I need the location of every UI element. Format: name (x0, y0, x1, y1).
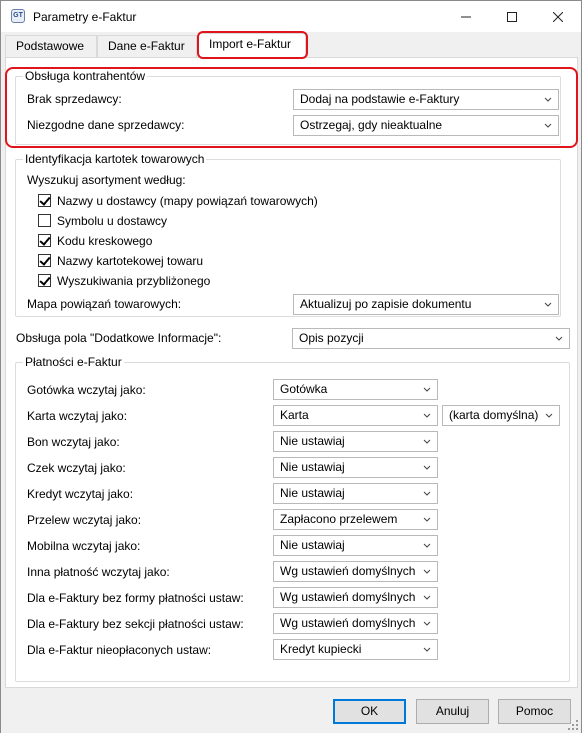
checkbox-wyszukiwania-przyblizonego[interactable] (38, 274, 51, 287)
checkbox-nazwy-kartotekowej[interactable] (38, 254, 51, 267)
karta-domyslna-select[interactable] (442, 405, 560, 426)
wyszukuj-asortyment-label: Wyszukuj asortyment według: (27, 173, 186, 187)
chevron-down-icon (423, 490, 431, 498)
platnosc-select-bez-sekcji[interactable] (273, 613, 438, 634)
platnosc-select-czek[interactable] (273, 457, 438, 478)
minimize-button[interactable] (443, 1, 489, 32)
close-button[interactable] (535, 1, 581, 32)
chevron-down-icon (423, 386, 431, 394)
select-value: Opis pozycji (299, 331, 364, 345)
dialog-footer (1, 689, 581, 733)
select-value: Zapłacono przelewem (280, 512, 398, 526)
group-platnosci-e-faktur (15, 355, 570, 682)
chevron-down-icon (544, 301, 552, 309)
platnosc-select-karta[interactable] (273, 405, 438, 426)
checkbox-label[interactable]: Symbolu u dostawcy (57, 214, 168, 228)
maximize-button[interactable] (489, 1, 535, 32)
select-value: Wg ustawień domyślnych (280, 590, 416, 604)
select-value: Kredyt kupiecki (280, 642, 362, 656)
platnosc-label-bez-formy: Dla e-Faktury bez formy płatności ustaw: (27, 591, 244, 605)
close-icon (553, 12, 563, 22)
chevron-down-icon (545, 412, 553, 420)
chevron-down-icon (423, 438, 431, 446)
platnosc-label-nieoplacone: Dla e-Faktur nieopłaconych ustaw: (27, 643, 212, 657)
app-logo-icon: GT (11, 9, 25, 23)
platnosc-label-czek: Czek wczytaj jako: (27, 461, 126, 475)
checkbox-label[interactable]: Wyszukiwania przybliżonego (57, 274, 211, 288)
niezgodne-dane-label: Niezgodne dane sprzedawcy: (27, 118, 185, 132)
chevron-down-icon (423, 568, 431, 576)
chevron-down-icon (544, 122, 552, 130)
chevron-down-icon (544, 96, 552, 104)
platnosc-label-bon: Bon wczytaj jako: (27, 435, 120, 449)
platnosc-label-przelew: Przelew wczytaj jako: (27, 513, 142, 527)
title-bar[interactable] (1, 1, 581, 32)
chevron-down-icon (423, 620, 431, 628)
checkbox-nazwy-u-dostawcy[interactable] (38, 194, 51, 207)
chevron-down-icon (423, 542, 431, 550)
platnosc-label-mobilna: Mobilna wczytaj jako: (27, 539, 141, 553)
dodatkowe-informacje-select[interactable] (292, 328, 570, 349)
tab-content-panel (5, 57, 578, 688)
chevron-down-icon (423, 516, 431, 524)
platnosc-select-przelew[interactable] (273, 509, 438, 530)
platnosc-select-mobilna[interactable] (273, 535, 438, 556)
checkbox-label[interactable]: Nazwy u dostawcy (mapy powiązań towarowych) (57, 194, 318, 208)
group-legend: Identyfikacja kartotek towarowych (25, 152, 205, 166)
select-value: Aktualizuj po zapisie dokumentu (300, 297, 472, 311)
tab-import-e-faktur[interactable]: Import e-Faktur (198, 33, 306, 58)
platnosc-select-bon[interactable] (273, 431, 438, 452)
platnosc-select-bez-formy[interactable] (273, 587, 438, 608)
cancel-button[interactable]: Anuluj (416, 699, 489, 724)
group-legend: Obsługa kontrahentów (25, 69, 146, 83)
select-value: Nie ustawiaj (280, 434, 345, 448)
chevron-down-icon (555, 335, 563, 343)
checkbox-symbolu-u-dostawcy[interactable] (38, 214, 51, 227)
select-value: Gotówka (280, 382, 328, 396)
tab-podstawowe[interactable]: Podstawowe (5, 35, 97, 57)
select-value: (karta domyślna) (449, 408, 539, 422)
niezgodne-dane-select[interactable] (293, 115, 559, 136)
platnosc-select-inna[interactable] (273, 561, 438, 582)
select-value: Wg ustawień domyślnych (280, 564, 416, 578)
group-obsluga-kontrahentow (15, 69, 561, 145)
tab-dane-e-faktur[interactable]: Dane e-Faktur (97, 35, 197, 57)
brak-sprzedawcy-label: Brak sprzedawcy: (27, 92, 122, 106)
window-title: Parametry e-Faktur (33, 10, 137, 24)
minimize-icon (461, 12, 471, 22)
chevron-down-icon (423, 646, 431, 654)
resize-grip-icon[interactable] (568, 720, 578, 730)
mapa-powiazan-label: Mapa powiązań towarowych: (27, 297, 182, 311)
help-button[interactable]: Pomoc (498, 699, 571, 724)
checkbox-label[interactable]: Nazwy kartotekowej towaru (57, 254, 204, 268)
platnosc-label-inna: Inna płatność wczytaj jako: (27, 565, 170, 579)
brak-sprzedawcy-select[interactable] (293, 89, 559, 110)
chevron-down-icon (423, 412, 431, 420)
platnosc-label-karta: Karta wczytaj jako: (27, 409, 128, 423)
chevron-down-icon (423, 464, 431, 472)
platnosc-label-gotowka: Gotówka wczytaj jako: (27, 383, 146, 397)
mapa-powiazan-select[interactable] (293, 294, 559, 315)
select-value: Ostrzegaj, gdy nieaktualne (300, 118, 443, 132)
select-value: Dodaj na podstawie e-Faktury (300, 92, 460, 106)
platnosc-label-kredyt: Kredyt wczytaj jako: (27, 487, 134, 501)
group-identyfikacja-kartotek (15, 152, 561, 317)
platnosc-select-gotowka[interactable] (273, 379, 438, 400)
checkbox-label[interactable]: Kodu kreskowego (57, 234, 153, 248)
select-value: Nie ustawiaj (280, 460, 345, 474)
select-value: Nie ustawiaj (280, 486, 345, 500)
select-value: Nie ustawiaj (280, 538, 345, 552)
dodatkowe-informacje-label: Obsługa pola "Dodatkowe Informacje": (16, 331, 222, 345)
maximize-icon (507, 12, 517, 22)
chevron-down-icon (423, 594, 431, 602)
select-value: Karta (280, 408, 309, 422)
platnosc-select-kredyt[interactable] (273, 483, 438, 504)
group-legend: Płatności e-Faktur (25, 355, 122, 369)
platnosc-select-nieoplacone[interactable] (273, 639, 438, 660)
platnosc-label-bez-sekcji: Dla e-Faktury bez sekcji płatności ustaw: (27, 617, 244, 631)
ok-button[interactable]: OK (333, 699, 406, 724)
checkbox-kodu-kreskowego[interactable] (38, 234, 51, 247)
select-value: Wg ustawień domyślnych (280, 616, 416, 630)
